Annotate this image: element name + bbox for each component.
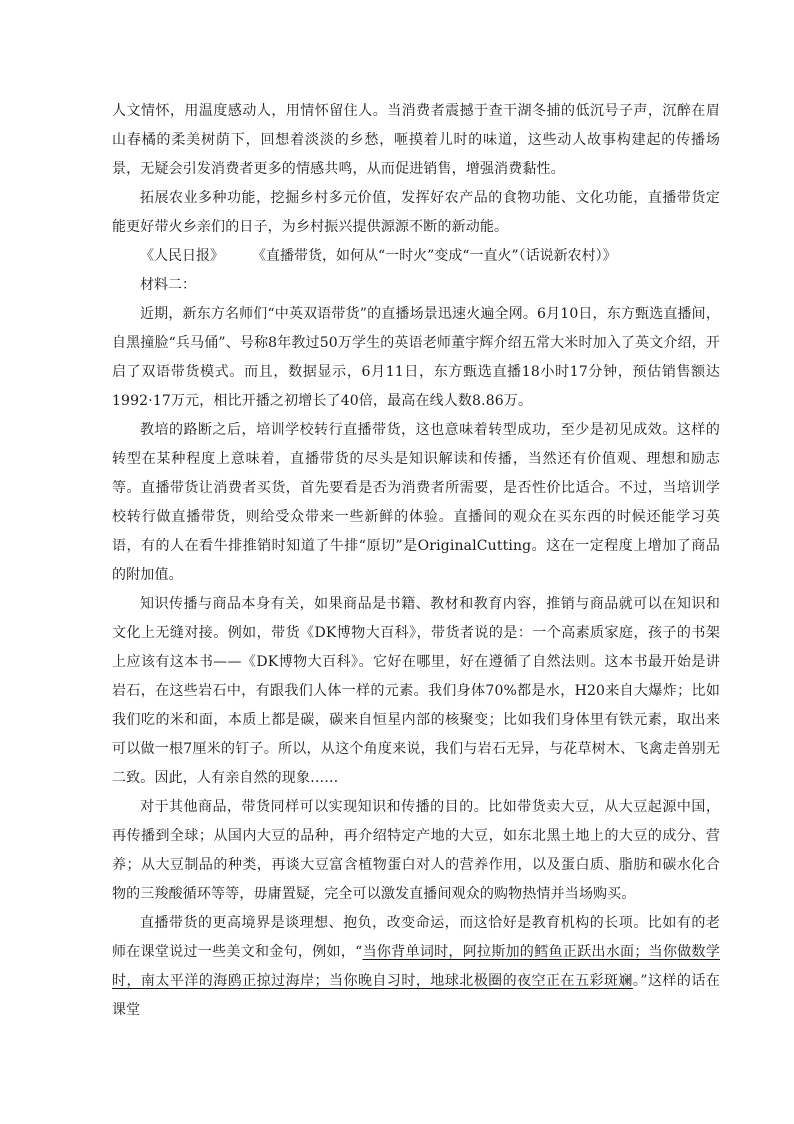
source-article-title: 《直播带货，如何从“一时火”变成“一直火”（话说新农村）》: [252, 248, 617, 264]
paragraph-6: 对于其他商品，带货同样可以实现知识和传播的目的。比如带货卖大豆，从大豆起源中国，再传播到全球；从国内大豆的品种，再介绍特定产地的大豆，如东北黑土地上的大豆的成分、营养；从大豆制品的种类，再谈大豆富含植物蛋白对人的营养作用，以及蛋白质、脂肪和碳水化合物的三羧酸循环等等，毋庸置疑，完全可以激发直播间观众的购物热情并当场购买。: [112, 799, 720, 902]
paragraph-7-tail: 。”这样的话在课堂: [112, 973, 720, 1018]
paragraph-7: [112, 909, 720, 1025]
underlined-quote: 当你背单词时，阿拉斯加的鳕鱼正跃出水面；当你做数学时，南太平洋的海鸥正掠过海岸；当你晚自习时，地球北极圈的夜空正在五彩斑斓: [112, 944, 721, 989]
material-two-heading: 材料二：: [140, 277, 196, 293]
source-publication: 《人民日报》: [140, 248, 224, 264]
paragraph-4: 教培的路断之后，培训学校转行直播带货，这也意味着转型成功，至少是初见成效。这样的转型在某种程度上意味着，直播带货的尽头是知识解读和传播，当然还有价值观、理想和励志等。直播带货让消费者买货，首先要看是否为消费者所需要，是否性价比适合。不过，当培训学校转行做直播带货，则给受众带来一些新鲜的体验。直播间的观众在买东西的时候还能学习英语，有的人在看牛排推销时知道了牛排“原切”是OriginalCutting。这在一定程度上增加了商品的附加值。: [112, 422, 720, 583]
paragraph-3: 近期，新东方名师们“中英双语带货”的直播场景迅速火遍全网。6月10日，东方甄选直播间，自黑撞脸“兵马俑”、号称8年教过50万学生的英语老师董宇辉介绍五常大米时加入了英文介绍，开启了双语带货模式。而且，数据显示，6月11日，东方甄选直播18小时17分钟，预估销售额达1992·17万元，相比开播之初增长了40倍，最高在线人数8.86万。: [112, 306, 720, 409]
source-citation: [112, 242, 720, 271]
paragraph-7-lead: 直播带货的更高境界是谈理想、抱负，改变命运，而这恰好是教育机构的长项。比如有的老师在课堂说过一些美文和金句，例如，“: [112, 915, 720, 960]
paragraph-2: 拓展农业多种功能，挖掘乡村多元价值，发挥好农产品的食物功能、文化功能，直播带货定能更好带火乡亲们的日子，为乡村振兴提供源源不断的新动能。: [112, 190, 720, 235]
paragraph-1: 人文情怀，用温度感动人，用情怀留住人。当消费者震撼于查干湖冬捕的低沉号子声，沉醉在眉山春橘的柔美树荫下，回想着淡淡的乡愁，咂摸着儿时的味道，这些动人故事构建起的传播场景，无疑会引发消费者更多的情感共鸣，从而促进销售，增强消费黏性。: [112, 103, 720, 177]
paragraph-5: 知识传播与商品本身有关，如果商品是书籍、教材和教育内容，推销与商品就可以在知识和文化上无缝对接。例如，带货《DK博物大百科》，带货者说的是：一个高素质家庭，孩子的书架上应该有这本书——《DK博物大百科》。它好在哪里，好在遵循了自然法则。这本书最开始是讲岩石，在这些岩石中，有跟我们人体一样的元素。我们身体70%都是水，H20来自大爆炸；比如我们吃的米和面，本质上都是碳，碳来自恒星内部的核聚变；比如我们身体里有铁元素，取出来可以做一根7厘米的钉子。所以，从这个角度来说，我们与岩石无异，与花草树木、飞禽走兽别无二致。因此，人有亲自然的现象……: [112, 596, 720, 786]
